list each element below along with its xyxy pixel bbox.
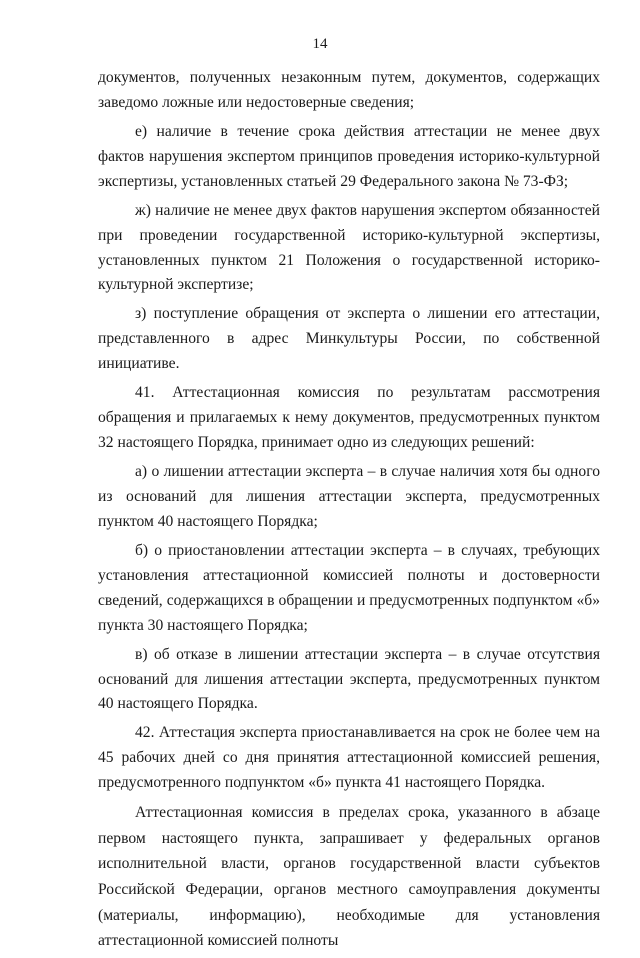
paragraph-41-a: а) о лишении аттестации эксперта – в случае наличия хотя бы одного из оснований для лишения аттестации эксперта, предусмотренных пунктом 40 настоящего Порядка; [98,463,600,530]
paragraph-41-v: в) об отказе в лишении аттестации эксперта – в случае отсутствия оснований для лишения аттестации эксперта, предусмотренных пунктом 40 настоящего Порядка. [98,645,600,713]
paragraph-item-e: е) наличие в течение срока действия аттестации не менее двух фактов нарушения экспертом принципов проведения историко-культурной экспертизы, установленных статьей 29 Федерального закона № 73-ФЗ; [98,122,600,190]
paragraph-42-continuation: Аттестационная комиссия в пределах срока, указанного в абзаце первом настоящего пункта, запрашивает у федеральных органов исполнительной власти, органов государственной власти субъектов Российской Федерации, органов местного самоуправления документы (материалы, информацию), необходимые для установления аттестационной комиссией полноты [98,804,600,950]
paragraph-item-z: з) поступление обращения от эксперта о лишении его аттестации, представленного в адрес Минкультуры России, по собственной инициативе. [98,305,600,373]
paragraph-41-b: б) о приостановлении аттестации эксперта – в случаях, требующих установления аттестационной комиссией полноты и достоверности сведений, содержащихся в обращении и предусмотренных подпунктом «б» пункта 30 настоящего Порядка; [98,541,600,634]
paragraph-item-zh: ж) наличие не менее двух фактов нарушения экспертом обязанностей при проведении государственной историко-культурной экспертизы, установленных пунктом 21 Положения о государственной историко-культурной экспертизе; [98,201,600,294]
paragraph-42: 42. Аттестация эксперта приостанавливается на срок не более чем на 45 рабочих дней со дня принятия аттестационной комиссией решения, предусмотренного подпунктом «б» пункта 41 настоящего Порядка. [98,724,600,792]
page-number: 14 [312,36,328,52]
paragraph-continuation: документов, полученных незаконным путем, документов, содержащих заведомо ложные или недостоверные сведения; [98,69,600,111]
paragraph-41: 41. Аттестационная комиссия по результатам рассмотрения обращения и прилагаемых к нему документов, предусмотренных пунктом 32 настоящего Порядка, принимает одно из следующих решений: [98,384,600,452]
document-body [98,66,600,958]
